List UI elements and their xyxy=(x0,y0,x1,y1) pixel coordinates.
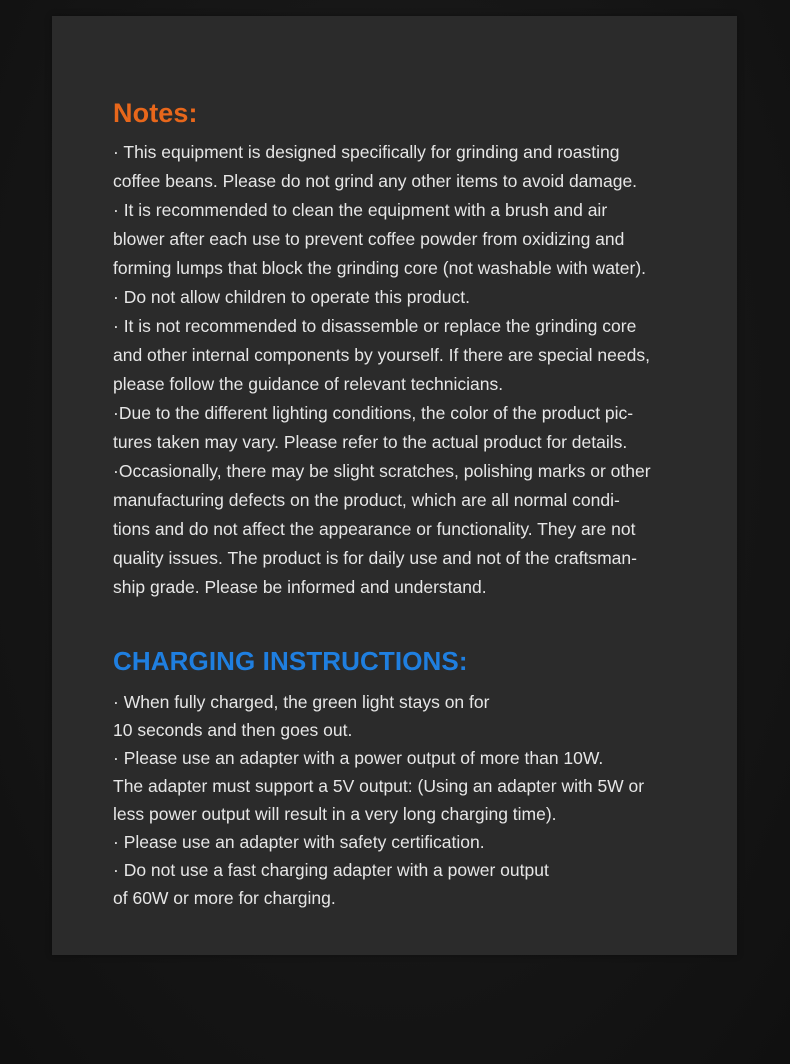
notes-line: ·Due to the different lighting conditions, the color of the product pic- xyxy=(113,403,634,423)
charging-line: · Please use an adapter with a power output of more than 10W. xyxy=(113,748,604,768)
notes-body xyxy=(113,138,713,602)
notes-line: tures taken may vary. Please refer to the actual product for details. xyxy=(113,432,628,452)
notes-line: ship grade. Please be informed and understand. xyxy=(113,577,487,597)
notes-line: ·Occasionally, there may be slight scratches, polishing marks or other xyxy=(113,461,651,481)
notes-line: tions and do not affect the appearance or functionality. They are not xyxy=(113,519,636,539)
charging-line: of 60W or more for charging. xyxy=(113,888,336,908)
notes-line: and other internal components by yourself. If there are special needs, xyxy=(113,345,650,365)
notes-line: forming lumps that block the grinding core (not washable with water). xyxy=(113,258,647,278)
charging-instructions-body xyxy=(113,688,713,912)
notes-line: coffee beans. Please do not grind any other items to avoid damage. xyxy=(113,171,638,191)
charging-line: · When fully charged, the green light stays on for xyxy=(113,692,490,712)
charging-line: · Please use an adapter with safety certification. xyxy=(113,832,485,852)
charging-line: 10 seconds and then goes out. xyxy=(113,720,353,740)
notes-line: please follow the guidance of relevant technicians. xyxy=(113,374,504,394)
charging-instructions-title: CHARGING INSTRUCTIONS: xyxy=(113,646,468,676)
notes-line: · It is not recommended to disassemble or replace the grinding core xyxy=(113,316,637,336)
notes-line: · It is recommended to clean the equipment with a brush and air xyxy=(113,200,608,220)
charging-line: less power output will result in a very long charging time). xyxy=(113,804,557,824)
charging-line: The adapter must support a 5V output: (Using an adapter with 5W or xyxy=(113,776,645,796)
notes-line: blower after each use to prevent coffee powder from oxidizing and xyxy=(113,229,625,249)
notes-line: manufacturing defects on the product, which are all normal condi- xyxy=(113,490,620,510)
charging-line: · Do not use a fast charging adapter with a power output xyxy=(113,860,549,880)
notes-line: · Do not allow children to operate this product. xyxy=(113,287,470,307)
notes-line: · This equipment is designed specifically for grinding and roasting xyxy=(113,142,620,162)
notes-line: quality issues. The product is for daily use and not of the craftsman- xyxy=(113,548,637,568)
notes-title: Notes: xyxy=(113,98,198,128)
